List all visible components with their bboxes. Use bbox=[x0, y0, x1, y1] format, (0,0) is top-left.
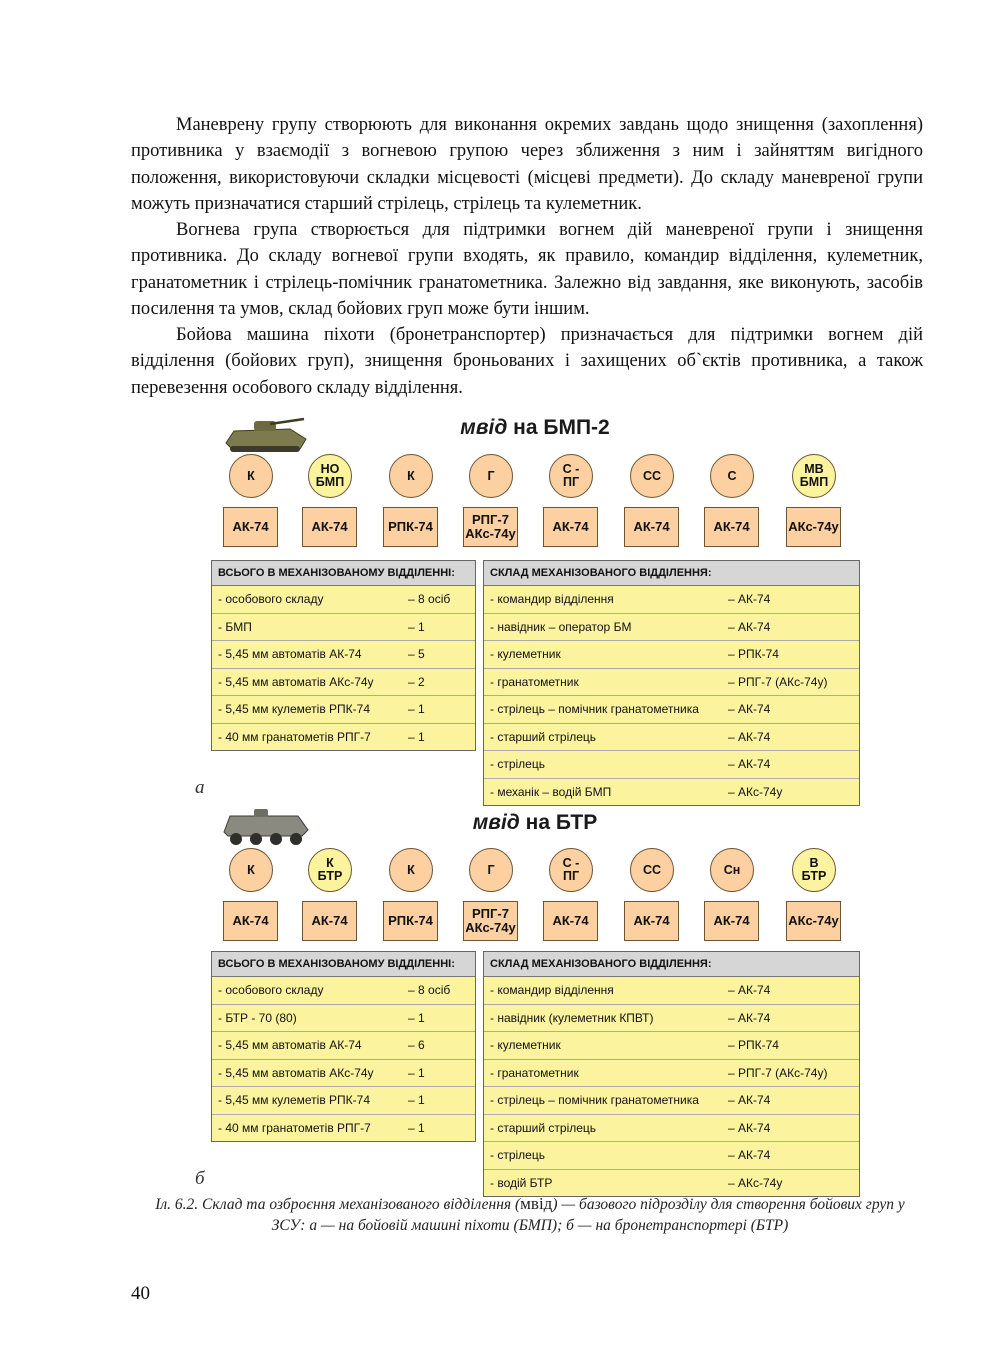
table-row: - 5,45 мм автоматів АК-74 – 6 bbox=[212, 1032, 475, 1060]
table-row: - кулеметник – РПК-74 bbox=[484, 641, 859, 669]
table-row: - 5,45 мм автоматів АКс-74у – 2 bbox=[212, 669, 475, 697]
weapon-box: РПГ-7 АКс-74у bbox=[463, 901, 518, 941]
table-row: - 40 мм гранатометів РПГ-7 – 1 bbox=[218, 1120, 425, 1135]
paragraph-maneuver-group: Маневрену групу створюють для виконання окремих завдань щодо знищення (захоплення) противника у взаємодії з вогневою групою через зближення з ним і зайняттям вигідного положення, використовуючи складки місцевості (місцеві предмети). До складу маневреної групи можуть призначатися старший стрілець, стрілець та кулеметник. bbox=[131, 115, 923, 215]
page-number: 40 bbox=[131, 1283, 150, 1304]
circle-grenadier: Г bbox=[469, 848, 513, 892]
circle-apc-driver: В БТР bbox=[792, 848, 836, 892]
circle-senior-rifleman: СС bbox=[630, 848, 674, 892]
table-row: - навідник – оператор БМ – АК-74 bbox=[484, 614, 859, 642]
weapon-box: АК-74 bbox=[223, 507, 278, 547]
circle-rifleman: С bbox=[710, 454, 754, 498]
weapon-box: АК-74 bbox=[624, 901, 679, 941]
table-squad-totals bbox=[211, 560, 476, 751]
table-row: - старший стрілець – АК-74 bbox=[484, 1115, 859, 1143]
figure-a-title: мвід на БМП-2 bbox=[460, 416, 610, 439]
table-row: - стрілець – помічник гранатометника – АК-74 bbox=[484, 1087, 859, 1115]
table-row: - старший стрілець – АК-74 bbox=[484, 724, 859, 752]
table-row: - БМП – 1 bbox=[212, 614, 475, 642]
weapon-box: АК-74 bbox=[302, 901, 357, 941]
table-row: - командир відділення – АК-74 bbox=[484, 586, 859, 614]
table-row: - кулеметник – РПК-74 bbox=[484, 1032, 859, 1060]
weapon-box: АК-74 bbox=[223, 901, 278, 941]
paragraph-ifv: Бойова машина піхоти (бронетранспортер) призначається для підтримки вогнем дій відділення (бойових груп), знищення броньованих і захищених об`єктів противника, а також перевезення особового складу відділення. bbox=[131, 325, 923, 398]
table-squad-totals bbox=[211, 951, 476, 1142]
table-row: - стрілець – АК-74 bbox=[484, 751, 859, 779]
table-row: - 5,45 мм автоматів АК-74 – 5 bbox=[212, 641, 475, 669]
circle-senior-rifleman: СС bbox=[630, 454, 674, 498]
weapon-box: АК-74 bbox=[543, 901, 598, 941]
figure-b bbox=[195, 800, 875, 1192]
circle-grenadier: Г bbox=[469, 454, 513, 498]
table-squad-composition bbox=[483, 560, 860, 806]
circle-squad-leader: К bbox=[229, 454, 273, 498]
circle-gunner-operator: НО БМП bbox=[308, 454, 352, 498]
circle-driver-mechanic: МВ БМП bbox=[792, 454, 836, 498]
circle-squad-leader: К bbox=[229, 848, 273, 892]
weapon-box: АК-74 bbox=[302, 507, 357, 547]
circle-sniper: Сн bbox=[710, 848, 754, 892]
table-row: - стрілець – АК-74 bbox=[484, 1142, 859, 1170]
weapon-box: РПК-74 bbox=[383, 901, 438, 941]
weapon-box: АК-74 bbox=[624, 507, 679, 547]
figure-letter-a: а bbox=[195, 777, 205, 798]
table-header: СКЛАД МЕХАНІЗОВАНОГО ВІДДІЛЕННЯ: bbox=[484, 561, 859, 586]
circle-assistant-grenadier: С - ПГ bbox=[549, 848, 593, 892]
table-header: СКЛАД МЕХАНІЗОВАНОГО ВІДДІЛЕННЯ: bbox=[484, 952, 859, 977]
table-squad-composition bbox=[483, 951, 860, 1197]
figure-letter-b: б bbox=[195, 1168, 205, 1189]
table-header: ВСЬОГО В МЕХАНІЗОВАНОМУ ВІДДІЛЕННІ: bbox=[212, 952, 475, 977]
table-row: - 5,45 мм кулеметів РПК-74 – 1 bbox=[212, 696, 475, 724]
table-row: - гранатометник – РПГ-7 (АКс-74у) bbox=[484, 669, 859, 697]
table-header: ВСЬОГО В МЕХАНІЗОВАНОМУ ВІДДІЛЕННІ: bbox=[212, 561, 475, 586]
weapon-box: АКс-74у bbox=[786, 901, 841, 941]
figure-b-title: мвід на БТР bbox=[472, 811, 598, 834]
weapon-box: РПК-74 bbox=[383, 507, 438, 547]
table-row: - стрілець – помічник гранатометника – АК-74 bbox=[484, 696, 859, 724]
weapon-box: АК-74 bbox=[704, 901, 759, 941]
table-row: - навідник (кулеметник КПВТ) – АК-74 bbox=[484, 1005, 859, 1033]
weapon-box: АКс-74у bbox=[786, 507, 841, 547]
table-row: - особового складу – 8 осіб bbox=[212, 586, 475, 614]
weapon-box: РПГ-7 АКс-74у bbox=[463, 507, 518, 547]
table-row: - 5,45 мм автоматів АКс-74у – 1 bbox=[212, 1060, 475, 1088]
table-row: - гранатометник – РПГ-7 (АКс-74у) bbox=[484, 1060, 859, 1088]
circle-assistant-grenadier: С - ПГ bbox=[549, 454, 593, 498]
table-row: - 40 мм гранатометів РПГ-7 – 1 bbox=[218, 729, 425, 744]
table-row: - особового складу – 8 осіб bbox=[212, 977, 475, 1005]
circle-machine-gunner: К bbox=[389, 848, 433, 892]
weapon-box: АК-74 bbox=[543, 507, 598, 547]
table-row: - БТР - 70 (80) – 1 bbox=[212, 1005, 475, 1033]
weapon-box: АК-74 bbox=[704, 507, 759, 547]
paragraph-fire-group: Вогнева група створюється для підтримки вогнем дій маневреної групи і знищення противника. До складу вогневої групи входять, як правило, командир відділення, кулеметник, гранатометник і стрілець-помічник гранатометника. Залежно від завдання, яке виконують, засобів посилення та умов, склад бойових груп може бути іншим. bbox=[131, 220, 923, 320]
table-row: - командир відділення – АК-74 bbox=[484, 977, 859, 1005]
circle-machine-gunner: К bbox=[389, 454, 433, 498]
circle-apc-commander: К БТР bbox=[308, 848, 352, 892]
table-row: - водій БТР – АКс-74у bbox=[490, 1175, 783, 1190]
figure-caption: Іл. 6.2. Склад та озброєння механізованого відділення (мвід) — базового підрозділу для створення бойових груп у ЗСУ: а — на бойовій машині піхоти (БМП); б — на бронетранспортері (БТР) bbox=[155, 1194, 905, 1234]
table-row: - 5,45 мм кулеметів РПК-74 – 1 bbox=[212, 1087, 475, 1115]
figure-a bbox=[195, 405, 875, 800]
table-row: - механік – водій БМП – АКс-74у bbox=[490, 784, 783, 799]
